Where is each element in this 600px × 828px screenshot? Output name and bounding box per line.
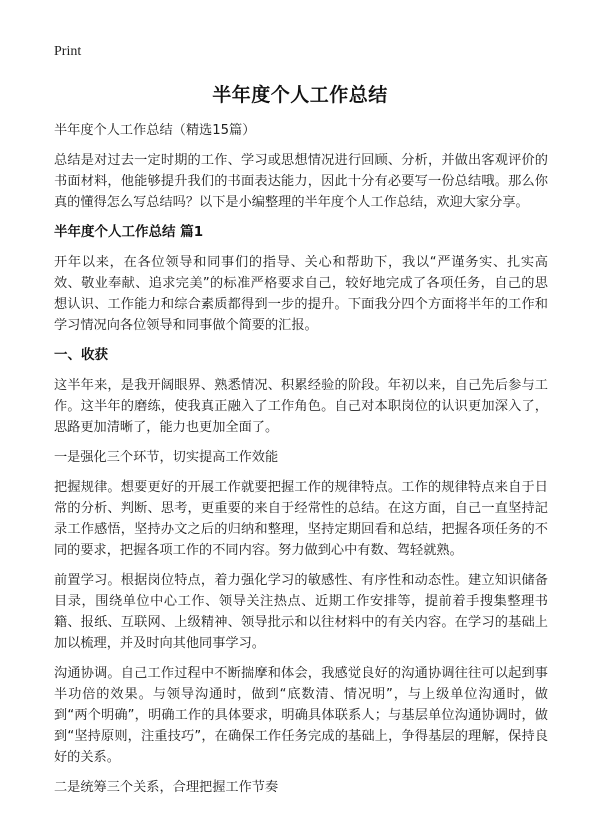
document-subtitle: 半年度个人工作总结（精选15篇） (54, 123, 256, 138)
opening-paragraph: 开年以来，在各位领导和同事们的指导、关心和帮助下，我以“严谨务实、扎实高效、敬业奉献、追求完美”的标准严格要求自己，较好地完成了各项任务，自己的思想认识、工作能力和综合素质都得到一步的提升。下面我分四个方面将半年的工作和学习情况向各位领导和同事做个简要的汇报。 (54, 255, 548, 333)
page-title: 半年度个人工作总结 (212, 84, 388, 106)
print-link[interactable]: Print (54, 44, 82, 59)
point-two-heading: 二是统筹三个关系，合理把握工作节奏 (54, 780, 279, 795)
point-one-heading: 一是强化三个环节，切实提高工作效能 (54, 450, 279, 465)
pre-study-paragraph: 前置学习。根据岗位特点，着力强化学习的敏感性、有序性和动态性。建立知识储备目录，围绕单位中心工作、领导关注热点、近期工作安排等，提前着手搜集整理书籍、报纸、互联网、上级精神、领导批示和以往材料中的有关内容。在学习的基础上加以梳理，并及时向其他同事学习。 (54, 573, 548, 651)
grasp-rules-paragraph: 把握规律。想要更好的开展工作就要把握工作的规律特点。工作的规律特点来自于日常的分析、判断、思考，更重要的来自于经常性的总结。在这方面，自己一直坚持記录工作感悟，坚持办文之后的归纳和整理，坚持定期回看和总结，把握各项任务的不同的要求，把握各项工作的不同内容。努力做到心中有数、驾轻就熟。 (54, 480, 548, 558)
harvest-paragraph: 这半年来，是我开阔眼界、熟悉情况、积累经验的阶段。年初以来，自己先后参与工作。这半年的磨练，使我真正融入了工作角色。自己对本职岗位的认识更加深入了，思路更加清晰了，能力也更加全面了。 (54, 378, 548, 435)
harvest-heading: 一、收获 (54, 347, 108, 363)
section-heading: 半年度个人工作总结 篇1 (54, 224, 204, 240)
intro-paragraph: 总结是对过去一定时期的工作、学习或思想情况进行回顾、分析，并做出客观评价的书面材料，他能够提升我们的书面表达能力，因此十分有必要写一份总结哦。那么你真的懂得怎么写总结吗？以下是小编整理的半年度个人工作总结，欢迎大家分享。 (54, 153, 548, 210)
document-body (54, 120, 548, 798)
communication-paragraph: 沟通协调。自己工作过程中不断揣摩和体会，我感觉良好的沟通协调往往可以起到事半功倍的效果。与领导沟通时，做到“底数清、情况明”，与上级单位沟通时，做到“两个明确”，明确工作的具体要求，明确具体联系人；与基层单位沟通协调时，做到“坚持原则，注重技巧”，在确保工作任务完成的基础上，争得基层的理解，保持良好的关系。 (54, 666, 548, 765)
